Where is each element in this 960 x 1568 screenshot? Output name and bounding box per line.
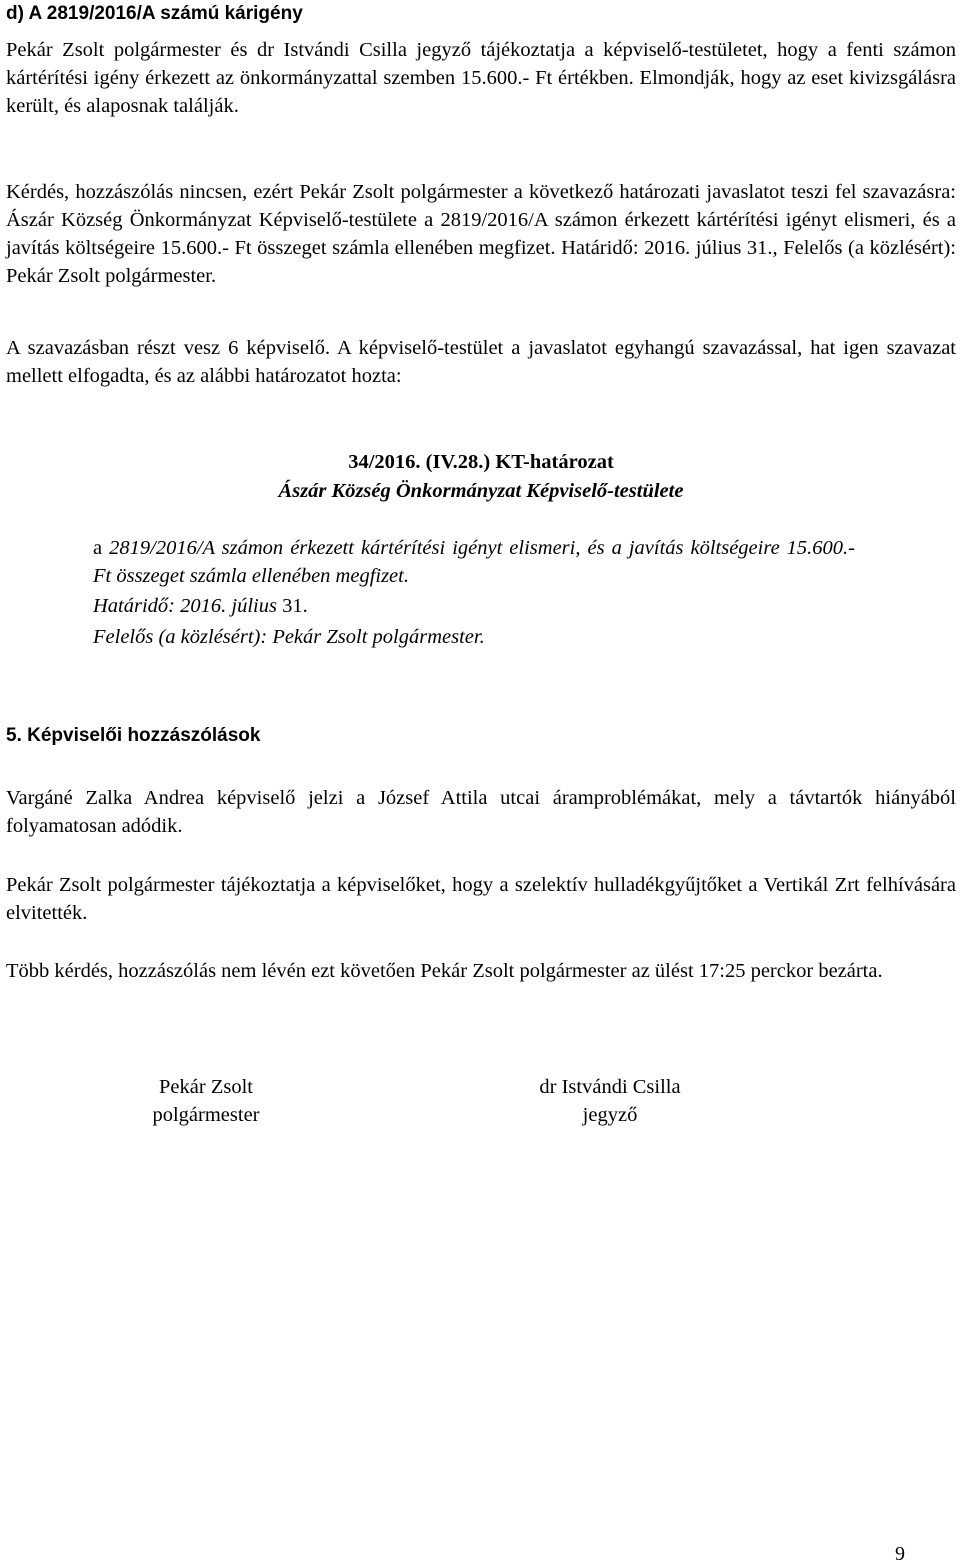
resolution-number-suffix: határozat (529, 451, 614, 473)
resolution-deadline-label: Határidő: 2016. július (93, 595, 283, 617)
resolution-text-rest: 2819/2016/A számon érkezett kártérítési igényt elismeri, és a javítás költségeire 15.600.- Ft összeget számla ellenében megfizet. (93, 537, 856, 587)
section-5-heading: 5. Képviselői hozzászólások (6, 725, 261, 746)
resolution-deadline-day: 31. (282, 595, 308, 617)
resolution-deadline (93, 592, 855, 620)
section-d-paragraph-3: A szavazásban részt vesz 6 képviselő. A képviselő-testület a javaslatot egyhangú szavazással, hat igen szavazat mellett elfogadta, és az alábbi határozatot hozta: (6, 337, 956, 387)
resolution-decision-text (93, 534, 855, 590)
signature-right (480, 1073, 740, 1129)
section-d-paragraph-1: Pekár Zsolt polgármester és dr Istvándi Csilla jegyző tájékoztatja a képviselő-testületet, hogy a fenti számon kártérítési igény érkezett az önkormányzattal szemben 15.600.- Ft értékben. Elmondják, hogy az eset kivizsgálásra került, és alaposnak találják. (6, 39, 956, 117)
signature-left (76, 1073, 336, 1129)
resolution-issuing-body: Ászár Község Önkormányzat Képviselő-testülete (278, 480, 684, 502)
signature-left-name: Pekár Zsolt (159, 1076, 253, 1098)
resolution-number-prefix: 34/2016. (IV.28.) KT- (348, 451, 530, 473)
section-d-heading: d) A 2819/2016/A számú kárigény (6, 3, 303, 24)
page-number: 9 (895, 1543, 905, 1565)
section-d-paragraph-2: Kérdés, hozzászólás nincsen, ezért Pekár Zsolt polgármester a következő határozati javaslatot teszi fel szavazásra: Ászár Község Önkormányzat Képviselő-testülete a 2819/2016/A számon érkezett kártérítési igényt elismeri, és a javítás költségeire 15.600.- Ft összeget számla ellenében megfizet. Határidő: 2016. július 31., Felelős (a közlésért): Pekár Zsolt polgármester. (6, 181, 956, 287)
resolution-text-a: a (93, 537, 103, 559)
section-5-paragraph-2: Pekár Zsolt polgármester tájékoztatja a képviselőket, hogy a szelektív hulladékgyűjtőket a Vertikál Zrt felhívására elvitették. (6, 874, 956, 924)
signature-left-title: polgármester (152, 1104, 260, 1126)
resolution-number (6, 448, 956, 476)
section-5-paragraph-1: Vargáné Zalka Andrea képviselő jelzi a József Attila utcai áramproblémákat, mely a távtartók hiányából folyamatosan adódik. (6, 787, 956, 837)
signature-right-title: jegyző (582, 1104, 638, 1126)
resolution-responsible: Felelős (a közlésért): Pekár Zsolt polgármester. (93, 626, 485, 648)
signature-right-name: dr Istvándi Csilla (539, 1076, 681, 1098)
section-5-paragraph-3: Több kérdés, hozzászólás nem lévén ezt követően Pekár Zsolt polgármester az ülést 17:25 perckor bezárta. (6, 960, 883, 982)
